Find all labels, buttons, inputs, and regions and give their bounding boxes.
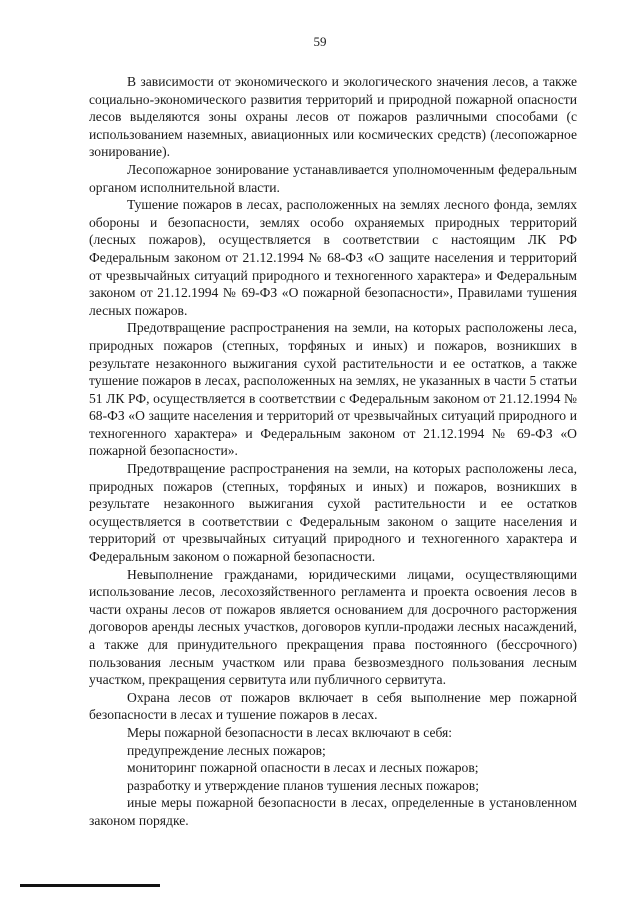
paragraph-non-compliance: Невыполнение гражданами, юридическими лицами, осуществляющими использование лесов, лесохозяйственного регламента и проекта освоения лесов в части охраны лесов от пожаров является основанием для досрочного расторжения договоров аренды лесных участков, договоров купли-продажи лесных насаждений, а также для принудительного прекращения права постоянного (бессрочного) пользования лесным участком или права безвозмездного пользования лесным участком, прекращения сервитута или публичного сервитута. [89,566,577,688]
list-item-other-measures: иные меры пожарной безопасности в лесах, определенные в установленном законом порядке. [89,795,577,828]
list-item-monitoring: мониторинг пожарной опасности в лесах и лесных пожаров; [127,760,479,776]
paragraph-fire-extinguishing: Тушение пожаров в лесах, расположенных на землях лесного фонда, землях обороны и безопасности, землях особо охраняемых природных территорий (лесных пожаров), осуществляется в соответствии с настоящим ЛК РФ Федеральным законом от 21.12.1994 № 68-ФЗ «О защите населения и территорий от чрезвычайных ситуаций природного и техногенного характера» и Федеральным законом от 21.12.1994 № 69-ФЗ «О пожарной безопасности», Правилами тушения лесных пожаров. [89,197,577,318]
list-item-plans: разработку и утверждение планов тушения лесных пожаров; [127,777,479,793]
paragraph-zoning-authority: Лесопожарное зонирование устанавливается уполномоченным федеральным органом исполнительной власти. [89,161,577,195]
paragraph-measures-intro: Меры пожарной безопасности в лесах включают в себя: [127,724,453,740]
page-number: 59 [313,34,327,49]
document-body [89,73,577,830]
list-item-prevention: предупреждение лесных пожаров; [127,742,326,758]
paragraph-spread-prevention-1: Предотвращение распространения на земли, на которых расположены леса, природных пожаров (степных, торфяных и иных) и пожаров, возникших в результате незаконного выжигания сухой растительности и ее остатков, а также тушение пожаров в лесах, расположенных на землях, не указанных в части 5 статьи 51 ЛК РФ, осуществляется в соответствии с Федеральным законом от 21.12.1994 № 68-ФЗ «О защите населения и территорий от чрезвычайных ситуаций природного и техногенного характера» и Федеральным законом от 21.12.1994 № 69-ФЗ «О пожарной безопасности». [89,320,577,459]
paragraph-forest-protection: Охрана лесов от пожаров включает в себя выполнение мер пожарной безопасности в лесах и тушение пожаров в лесах. [89,689,577,723]
bottom-divider [20,884,160,887]
paragraph-fire-zoning: В зависимости от экономического и экологического значения лесов, а также социально-экономического развития территорий и природной пожарной опасности лесов выделяются зоны охраны лесов от пожаров различными способами (с использованием наземных, авиационных или космических средств) (лесопожарное зонирование). [89,74,577,160]
paragraph-spread-prevention-2: Предотвращение распространения на земли, на которых расположены леса, природных пожаров (степных, торфяных и иных) и пожаров, возникших в результате незаконного выжигания сухой растительности и ее остатков осуществляется в соответствии с Федеральным законом о защите населения и территорий от чрезвычайных ситуаций природного и техногенного характера и Федеральным законом о пожарной безопасности. [89,461,577,565]
